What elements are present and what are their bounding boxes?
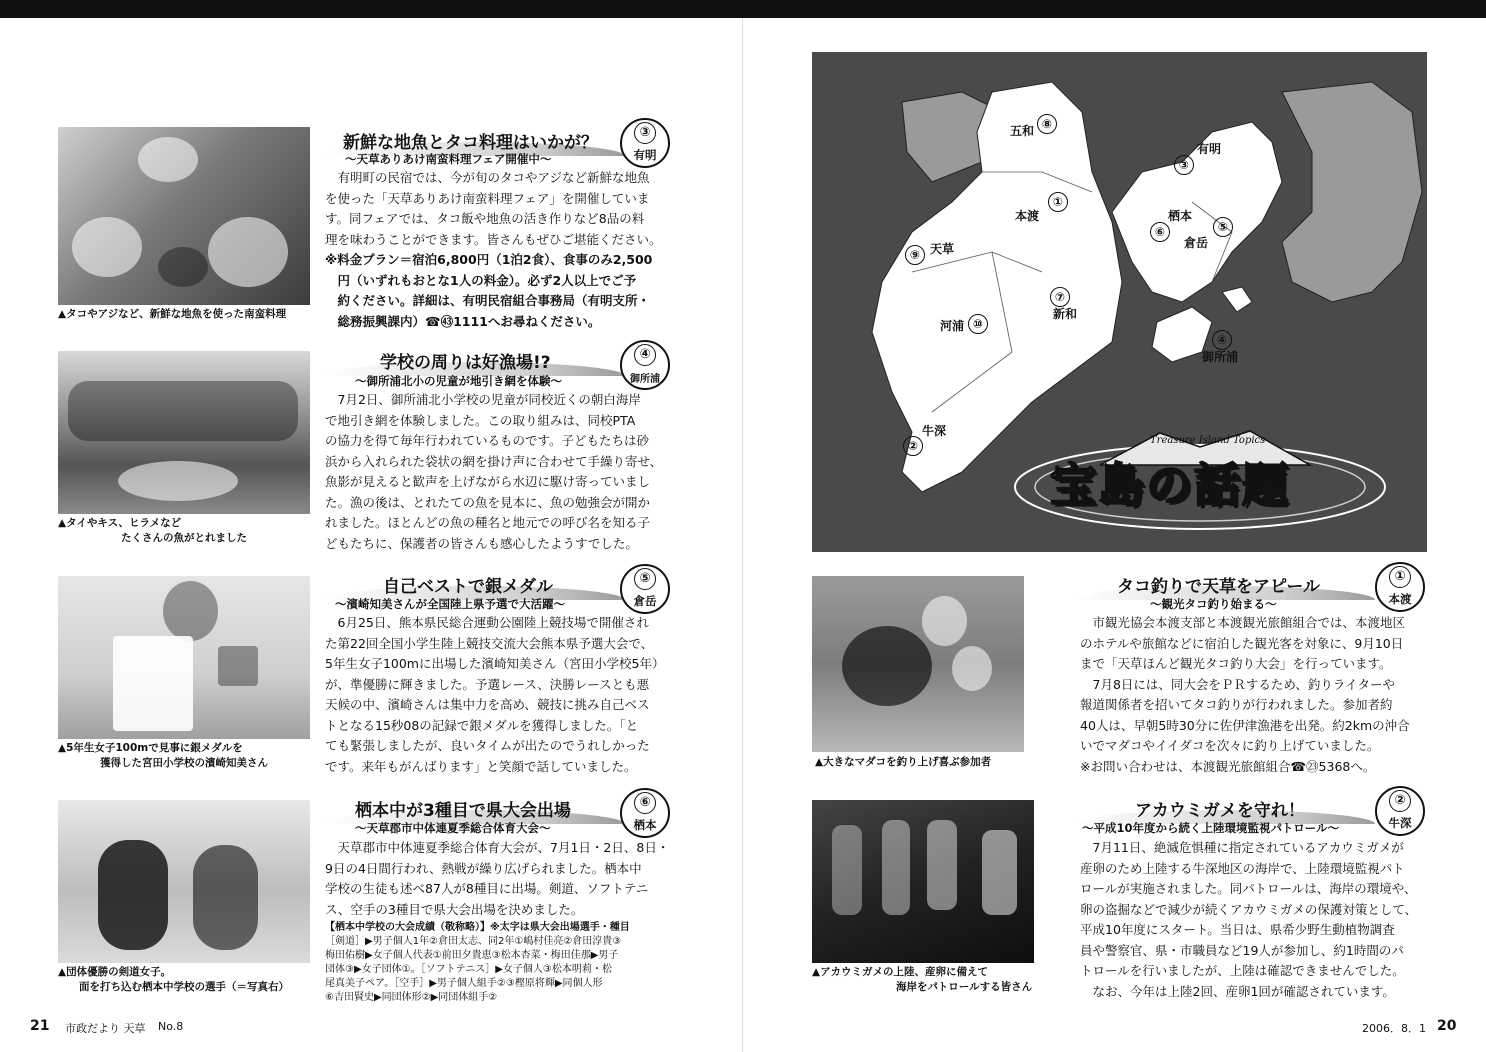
page-gutter [742,18,743,1052]
map-label-hondo: 本渡 [1015,209,1040,223]
article-subtitle: ～天草ありあけ南蛮料理フェア開催中～ [345,152,552,166]
article-subtitle: ～天草郡市中体連夏季総合体育大会～ [355,821,551,835]
article-body-goshoura: 7月2日、御所浦北小学校の児童が同校近くの朝白海岸 で地引き網を体験しました。この取り組みは、同校PTA の協力を得て毎年行われているものです。子どもたちは砂 浜から入れられた袋状の網を掛け声に合わせて手繰り寄せ、 魚影が見えると歓声を上げながら水辺に駆け寄っていまし た。漁の後は、とれたての魚を見本に、魚の勉強会が開か れました。ほとんどの魚の種名と地元での呼び名を知る子 どもたちに、保護者の皆さんも感心したようすでした。 [325,392,663,551]
photo-seine-net-fishing [58,351,310,514]
caption-ariake: ▲タコやアジなど、新鮮な地魚を使った南蛮料理 [58,308,287,320]
article-subtitle: ～観光タコ釣り始まる～ [1150,597,1277,611]
article-title: 栖本中が3種目で県大会出場 [355,801,571,821]
map-label-kuratake: 倉岳 [1184,236,1209,250]
map-num-hondo: ① [1048,192,1068,212]
caption-ushibuka: ▲アカウミガメの上陸、産卵に備えて 海岸をパトロールする皆さん [812,966,1033,993]
top-bar [0,0,1486,18]
map-num-sumoto: ⑥ [1150,222,1170,242]
caption-goshoura: ▲タイやキス、ヒラメなど たくさんの魚がとれました [58,517,247,544]
photo-silver-medal-girl [58,576,310,739]
map-num-ariake: ③ [1174,155,1194,175]
map-label-sumoto: 栖本 [1168,209,1193,223]
map-label-ariake: 有明 [1197,142,1222,156]
area-badge-kuratake: ⑤ 倉岳 [620,564,670,614]
map-label-shinwa: 新和 [1053,307,1078,321]
map-num-kuratake: ⑤ [1213,217,1233,237]
article-subtitle: ～濱崎知美さんが全国陸上県予選で大活躍～ [335,597,565,611]
article-title: タコ釣りで天草をアピール [1117,577,1320,597]
page-number-right: 20 [1437,1018,1457,1034]
publication-name: 市政だより 天草 [65,1022,146,1035]
article-body-ariake: 有明町の民宿では、今が旬のタコやアジなど新鮮な地魚 を使った「天草ありあけ南蛮料理フェア」を開催していま す。同フェアでは、タコ飯や地魚の活き作りなど8品の料 理を味わうことができます。皆さんもぜひご堪能ください。 ※料金プラン＝宿泊6,800円（1泊2食）、食事のみ2,500 円（いずれもおとな1人の料金）。必ず2人以上でご予 約ください。詳細は、有明民宿組合事務局（有明支所・ 総務振興課内）☎㊸1111へお尋ねください。 [325,170,662,329]
area-badge-hondo: ① 本渡 [1375,562,1425,612]
issue-date: 2006．8．1 [1362,1022,1426,1035]
photo-octopus-catch [812,576,1024,752]
article-body-ushibuka: 7月11日、絶滅危惧種に指定されているアカウミガメが 産卵のため上陸する牛深地区の海岸で、上陸環境監視パト ロールが実施されました。同パトロールは、海岸の環境や、 卵の盗掘などで減少が続くアカウミガメの保護対策として、 平成10年度にスタート。当日は、県希少野生動植物調査 員や警察官、県・市職員など19人が参加し、約1時間のパ トロールを行いましたが、上陸は確認できませんでした。 なお、今年は上陸2回、産卵1回が確認されています。 [1080,840,1418,999]
map-num-amakusa: ⑨ [905,245,925,265]
map-label-goshoura: 御所浦 [1202,350,1239,364]
logo-subtitle: Treasure Island Topics [1150,435,1266,446]
results-sumoto: 【栖本中学校の大会成績（敬称略）】※太字は県大会出場選手・種目 ［剣道］▶男子個人1年②倉田太志、同2年①嶋村佳亮②倉田淳貴③ 梅田佑樹▶女子個人代表①前田夕貴恵③松本杏菜・梅田佳那▶男子 団体③▶女子団体①。［ソフトテニス］▶女子個人③松本明莉・松 尾真美子ペア。［空手］▶男子個人組手②③樫原将輝▶同個人形 ⑥吉田賢史▶同団体形②▶同団体組手② [325,922,630,1003]
map-num-shinwa: ⑦ [1050,287,1070,307]
logo-title: 宝島の話題 [1050,458,1290,512]
article-subtitle: ～平成10年度から続く上陸環境監視パトロール～ [1082,821,1340,835]
article-body-hondo: 市観光協会本渡支部と本渡観光旅館組合では、本渡地区 のホテルや旅館などに宿泊した観光客を対象に、9月10日 まで「天草ほんど観光タコ釣り大会」を行っています。 7月8日には、同大会をＰＲするため、釣りライターや 報道関係者を招いてタコ釣りが行われました。参加者約 40人は、早朝5時30分に佐伊津漁港を出発。約2kmの沖合 いでマダコやイイダコを次々に釣り上げていました。 ※お問い合わせは、本渡観光旅館組合☎㉓5368へ。 [1080,615,1410,774]
map-label-itsuwa: 五和 [1010,124,1035,138]
article-title: 学校の周りは好漁場!? [380,353,551,373]
map-label-ushibuka: 牛深 [922,424,947,438]
photo-night-patrol [812,800,1034,963]
article-title: アカウミガメを守れ！ [1135,801,1305,821]
area-badge-goshoura: ④ 御所浦 [620,340,670,390]
treasure-island-logo [1010,425,1390,535]
map-num-kawaura: ⑩ [968,314,988,334]
map-label-amakusa: 天草 [930,242,955,256]
article-title: 新鮮な地魚とタコ料理はいかが？ [343,133,598,153]
map-num-ushibuka: ② [903,436,923,456]
page-number-left: 21 [30,1018,50,1034]
map-num-goshoura: ④ [1212,330,1232,350]
area-badge-sumoto: ⑥ 栖本 [620,788,670,838]
area-badge-ariake: ③ 有明 [620,118,670,168]
map-num-itsuwa: ⑧ [1037,114,1057,134]
photo-kendo-match [58,800,310,963]
caption-hondo: ▲大きなマダコを釣り上げ喜ぶ参加者 [815,756,992,768]
caption-sumoto: ▲団体優勝の剣道女子。 面を打ち込む栖本中学校の選手（＝写真右） [58,966,289,993]
caption-kuratake: ▲5年生女子100mで見事に銀メダルを 獲得した宮田小学校の濱崎知美さん [58,742,268,769]
issue-number: No.8 [158,1020,184,1033]
map-label-kawaura: 河浦 [940,319,965,333]
photo-nanban-cuisine [58,127,310,305]
article-title: 自己ベストで銀メダル [383,577,553,597]
article-subtitle: ～御所浦北小の児童が地引き網を体験～ [355,374,562,388]
article-body-kuratake: 6月25日、熊本県民総合運動公園陸上競技場で開催され た第22回全国小学生陸上競技交流大会熊本県予選大会で、 5年生女子100mに出場した濱崎知美さん（宮田小学校5年） が、準優勝に輝きました。予選レース、決勝レースとも悪 天候の中、濱崎さんは集中力を高め、競技に挑み自己ベス トとなる15秒08の記録で銀メダルを獲得しました。「と ても緊張しましたが、良いタイムが出たのでうれしかった です。来年もがんばります」と笑顔で話していました。 [325,615,665,774]
article-body-sumoto: 天草郡市中体連夏季総合体育大会が、7月1日・2日、8日・ 9日の4日間行われ、熱戦が繰り広げられました。栖本中 学校の生徒も述べ87人が8種目に出場。剣道、ソフトテニ ス、空手の3種目で県大会出場を決めました。 [325,840,670,917]
area-badge-ushibuka: ② 牛深 [1375,786,1425,836]
